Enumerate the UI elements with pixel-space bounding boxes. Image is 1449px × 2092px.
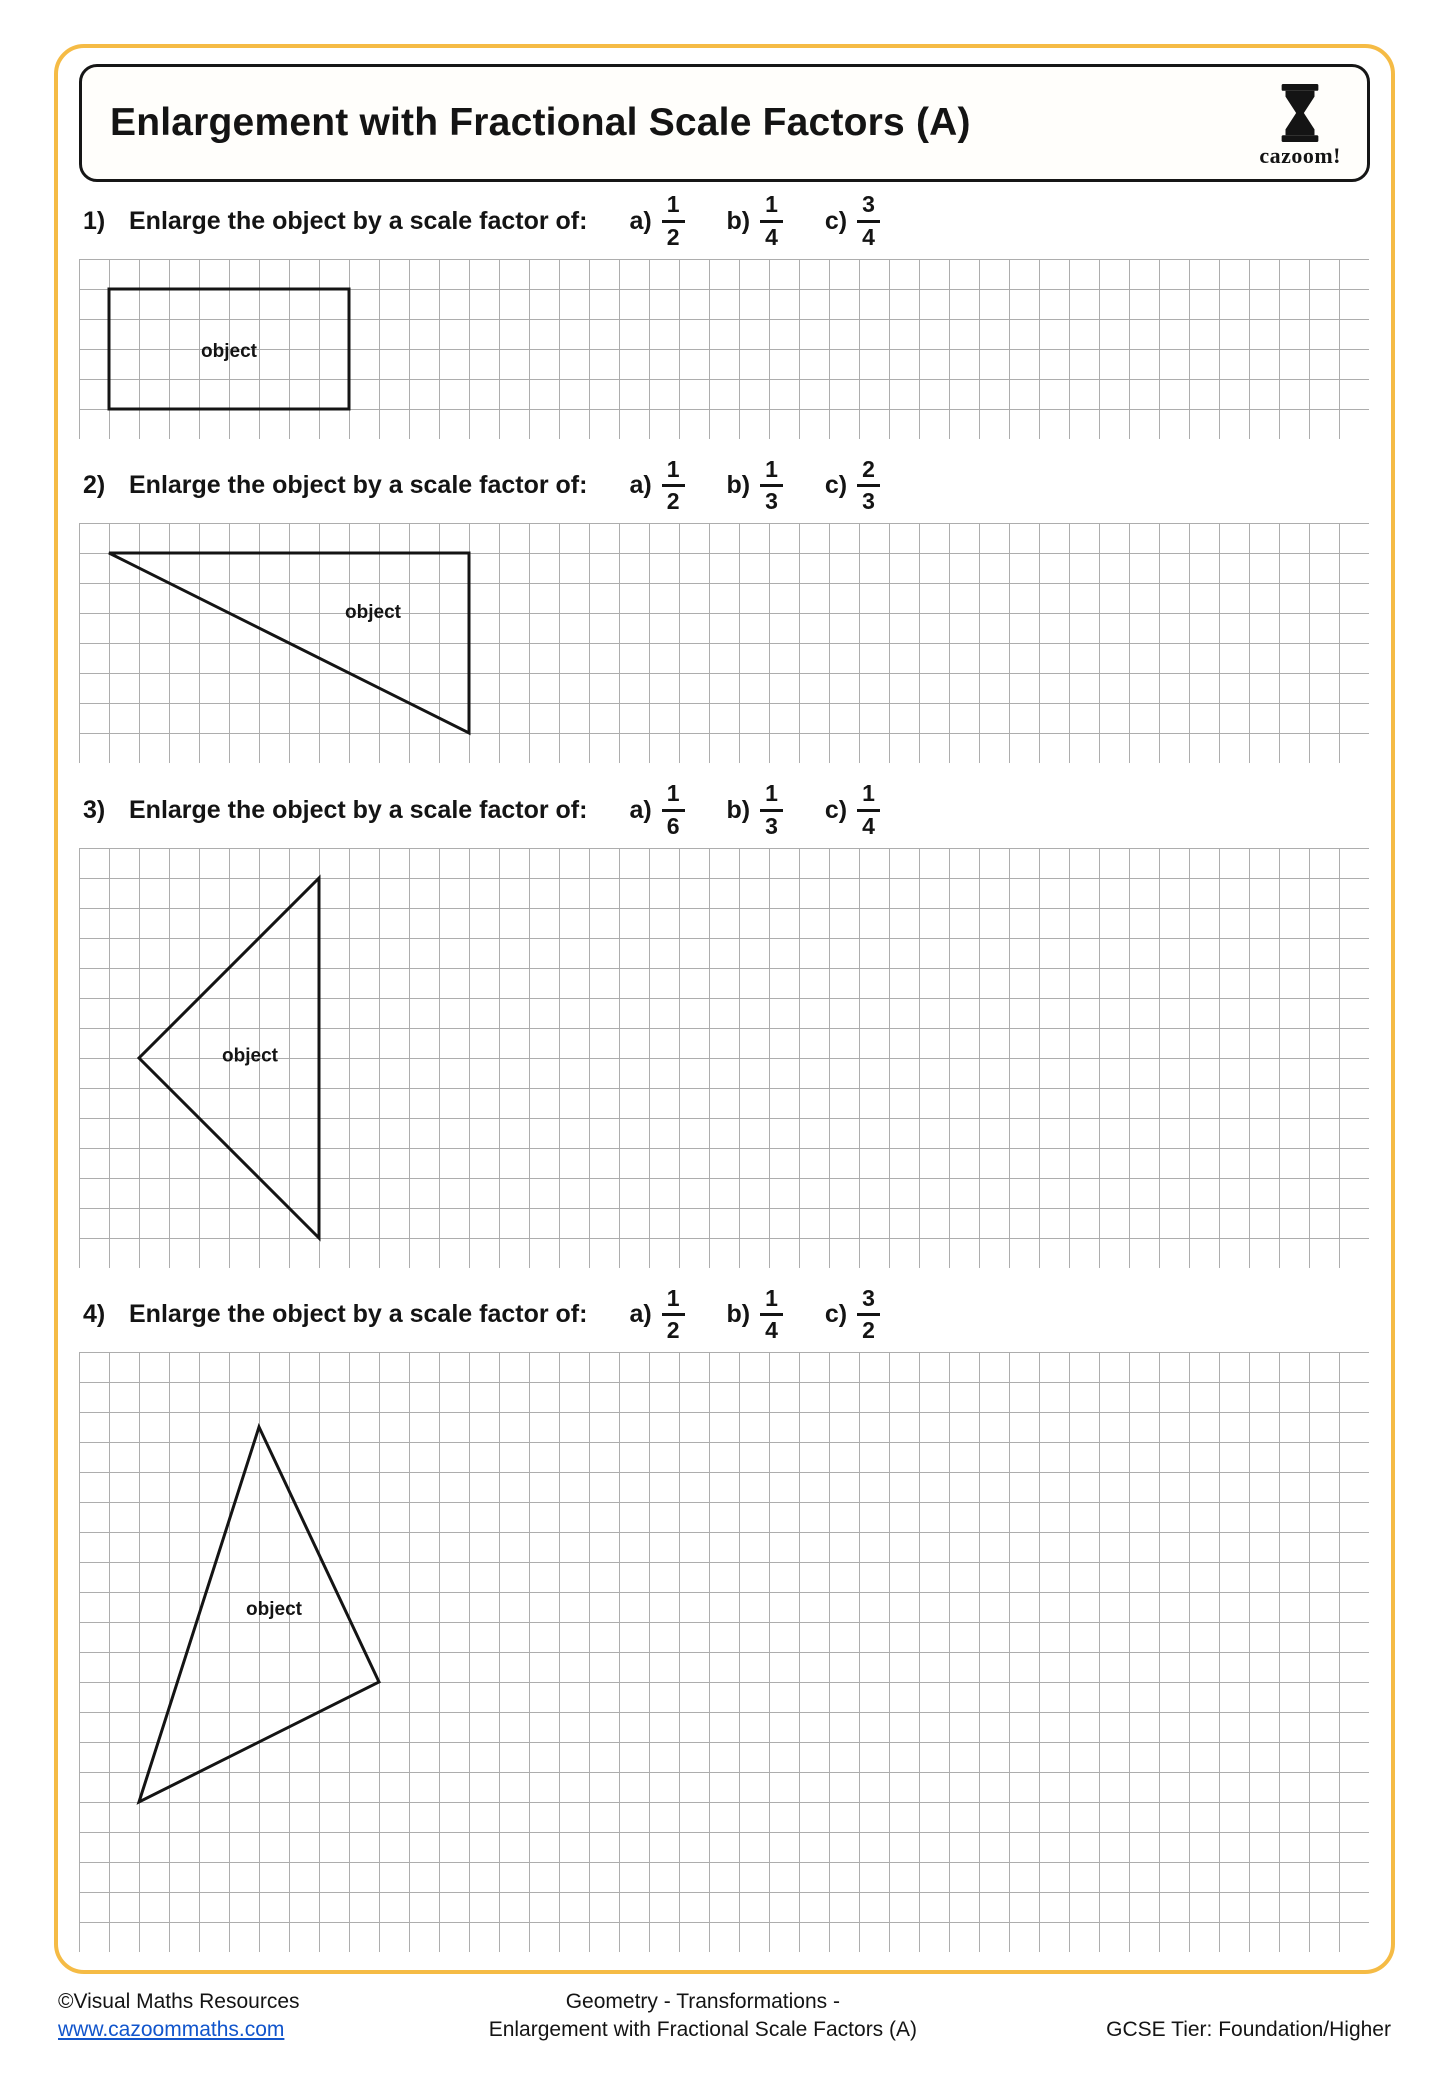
scale-factor-part xyxy=(727,192,783,251)
subject-line-2: Enlargement with Fractional Scale Factors (A) xyxy=(488,2018,918,2042)
part-label: a) xyxy=(629,471,652,500)
part-label: b) xyxy=(726,1300,751,1329)
scale-factor-part xyxy=(629,1286,684,1345)
website-link[interactable]: www.cazoommaths.com xyxy=(58,2018,285,2042)
fraction xyxy=(662,781,685,840)
hourglass-icon xyxy=(1277,84,1323,142)
fraction-denominator: 3 xyxy=(765,812,778,839)
scale-factor-part xyxy=(825,192,880,251)
part-label: c) xyxy=(824,206,848,235)
fraction xyxy=(760,457,783,516)
object-label: object xyxy=(222,1045,278,1067)
fraction xyxy=(662,1286,685,1345)
object-label: object xyxy=(201,340,257,362)
fraction-numerator: 1 xyxy=(760,781,783,812)
question-prompt: Enlarge the object by a scale factor of: xyxy=(129,795,588,824)
fraction-denominator: 2 xyxy=(666,488,680,515)
question-line xyxy=(83,192,1370,251)
fraction-numerator: 1 xyxy=(760,192,783,223)
page-title: Enlargement with Fractional Scale Factors (A) xyxy=(110,101,971,144)
fraction-numerator: 1 xyxy=(662,781,685,812)
question-number: 2) xyxy=(83,471,106,500)
scale-factor-parts xyxy=(629,781,879,840)
object-label: object xyxy=(345,602,401,624)
fraction xyxy=(760,781,783,840)
fraction-denominator: 2 xyxy=(666,1317,680,1344)
part-label: b) xyxy=(726,795,751,824)
fraction-denominator: 3 xyxy=(862,488,875,515)
footer xyxy=(58,1988,1391,2045)
scale-factor-part xyxy=(825,781,880,840)
question-prompt: Enlarge the object by a scale factor of: xyxy=(129,1300,588,1329)
scale-factor-part xyxy=(727,781,783,840)
question-block-2 xyxy=(79,457,1370,764)
fraction-numerator: 2 xyxy=(857,457,880,488)
fraction xyxy=(760,1286,783,1345)
question-prompt: Enlarge the object by a scale factor of: xyxy=(129,471,588,500)
fraction-denominator: 6 xyxy=(666,812,680,839)
fraction-denominator: 4 xyxy=(765,223,778,250)
fraction-denominator: 2 xyxy=(862,1317,875,1344)
fraction xyxy=(662,457,685,516)
footer-left xyxy=(58,1988,300,2045)
scale-factor-part xyxy=(727,457,783,516)
fraction xyxy=(857,1286,880,1345)
logo-wordmark: cazoom! xyxy=(1259,142,1341,168)
questions-container xyxy=(79,192,1370,1952)
fraction-denominator: 3 xyxy=(765,488,778,515)
fraction-numerator: 1 xyxy=(857,781,880,812)
question-number: 3) xyxy=(83,795,106,824)
part-label: a) xyxy=(629,795,652,824)
page-border xyxy=(54,44,1395,1974)
fraction-numerator: 3 xyxy=(857,192,880,223)
part-label: a) xyxy=(629,1300,652,1329)
fraction-numerator: 1 xyxy=(662,1286,685,1317)
question-line xyxy=(83,457,1370,516)
fraction-numerator: 3 xyxy=(857,1286,880,1317)
scale-factor-part xyxy=(629,192,684,251)
question-block-4 xyxy=(79,1286,1370,1953)
fraction-denominator: 4 xyxy=(862,812,875,839)
copyright-text: ©Visual Maths Resources xyxy=(58,1990,300,2013)
cazoom-logo xyxy=(1259,78,1341,169)
fraction xyxy=(857,192,880,251)
fraction-numerator: 1 xyxy=(760,457,783,488)
question-number: 1) xyxy=(83,206,106,235)
subject-line-1: Geometry - Transformations - xyxy=(565,1990,840,2013)
part-label: b) xyxy=(726,206,751,235)
grid-lines xyxy=(79,1352,1369,1952)
grid-lines xyxy=(79,259,1369,439)
fraction-denominator: 4 xyxy=(765,1317,778,1344)
scale-factor-part xyxy=(825,1286,880,1345)
grid-lines xyxy=(79,523,1369,763)
grid-4 xyxy=(79,1352,1369,1952)
fraction-numerator: 1 xyxy=(662,192,685,223)
question-line xyxy=(83,781,1370,840)
footer-center xyxy=(489,1988,917,2045)
fraction-numerator: 1 xyxy=(662,457,685,488)
fraction xyxy=(857,457,880,516)
footer-tier: GCSE Tier: Foundation/Higher xyxy=(1106,2018,1391,2042)
part-label: c) xyxy=(824,471,848,500)
header xyxy=(79,64,1370,182)
scale-factor-part xyxy=(629,781,684,840)
fraction-denominator: 4 xyxy=(862,223,875,250)
scale-factor-part xyxy=(825,457,880,516)
object-label: object xyxy=(246,1599,302,1621)
fraction xyxy=(760,192,783,251)
part-label: b) xyxy=(726,471,751,500)
part-label: a) xyxy=(629,206,652,235)
question-block-3 xyxy=(79,781,1370,1268)
question-line xyxy=(83,1286,1370,1345)
scale-factor-part xyxy=(727,1286,783,1345)
part-label: c) xyxy=(824,795,848,824)
question-prompt: Enlarge the object by a scale factor of: xyxy=(129,206,588,235)
scale-factor-part xyxy=(629,457,684,516)
question-block-1 xyxy=(79,192,1370,439)
scale-factor-parts xyxy=(629,457,879,516)
grid-2 xyxy=(79,523,1369,763)
scale-factor-parts xyxy=(629,1286,879,1345)
part-label: c) xyxy=(824,1300,848,1329)
fraction xyxy=(857,781,880,840)
fraction-denominator: 2 xyxy=(666,223,680,250)
fraction-numerator: 1 xyxy=(760,1286,783,1317)
fraction xyxy=(662,192,685,251)
grid-3 xyxy=(79,848,1369,1268)
scale-factor-parts xyxy=(629,192,879,251)
grid-1 xyxy=(79,259,1369,439)
question-number: 4) xyxy=(83,1300,106,1329)
